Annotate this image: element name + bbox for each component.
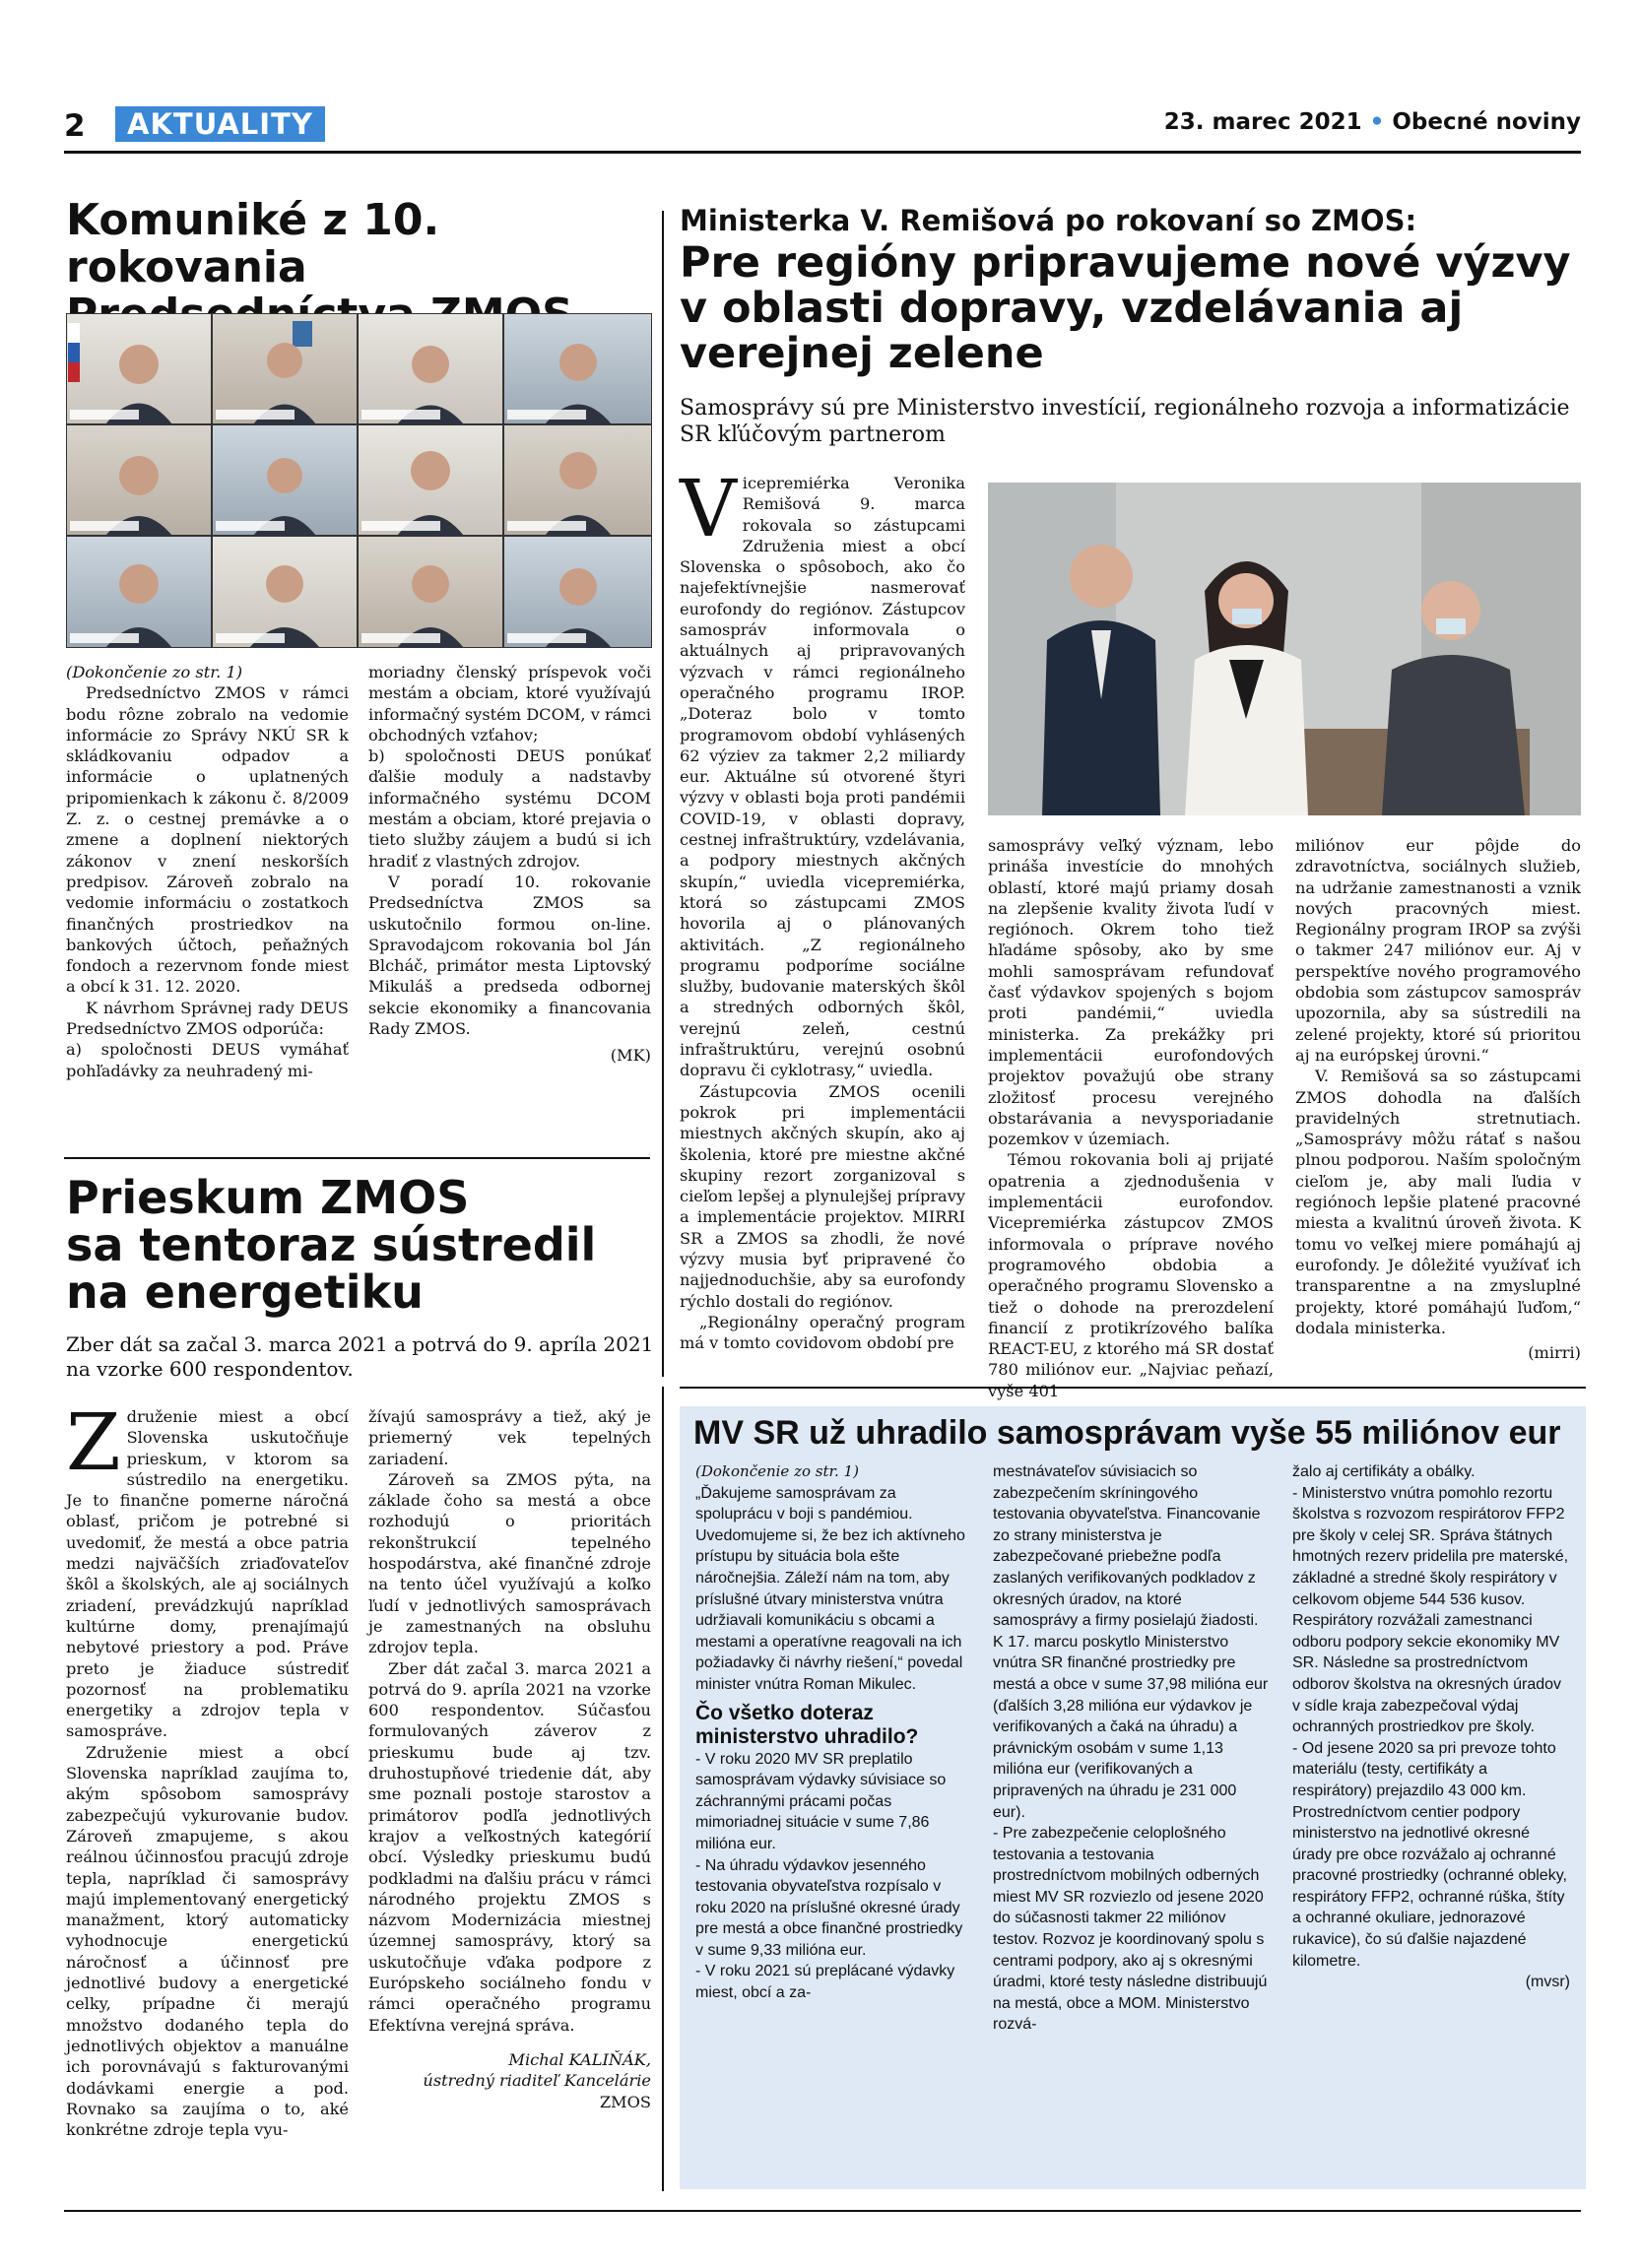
paragraph: - Na úhradu výdavkov jesenného testovania obyvateľstva rozpísalo v roku 2020 na príslušné okresné úrady pre mestá a obce finančné prostriedky v sume 9,33 milióna eur. — [695, 1856, 963, 1959]
column-divider-lower — [662, 1387, 664, 2191]
paragraph: - Ministerstvo vnútra pomohlo rezortu školstva s rozvozom respirátorov FFP2 pre školy v celej SR. Správa štátnych hmotných rezerv pridelila pre materské, základné a stredné školy respirátory v celkovom objeme 544 536 kusov. Respirátory rozvážali zamestnanci odboru podpory sekcie ekonomiky MV SR. Následne sa prostredníctvom odborov školstva na okresných úradov v sídle kraja zabezpečoval výdaj ochranných prostriedkov pre školy. — [1292, 1484, 1569, 1736]
author-initials: (mvsr) — [1525, 1974, 1570, 1991]
issue-date: 23. marec 2021 — [1163, 109, 1362, 135]
article3-col1 — [66, 1396, 349, 2140]
dropcap: Z — [66, 1396, 121, 1488]
article1-headline-line1: Komuniké z 10. rokovania — [66, 195, 440, 292]
paragraph: mestnávateľov súvisiacich so zabezpečením skríningového testovania obyvateľstva. Financovanie zo strany ministerstva je zabezpečované priebežne podľa zaslaných verifikovaných podkladov z okresných úradov, na ktoré samosprávy a firmy posielajú žiadosti. K 17. marcu poskytlo Ministerstvo vnútra SR finančné prostriedky pre mestá a obce v sume 37,98 milióna eur (ďalších 3,28 milióna eur výdavkov je verifikovaných a čaká na úhradu) a právnickým osobám v sume 1,13 milióna eur (verifikovaných a pripravených na úhradu je 231 000 eur). — [993, 1463, 1269, 1821]
paragraph: - Od jesene 2020 sa pri prevoze tohto materiálu (testy, certifikáty a respirátory) prejazdilo 43 000 km. Prostredníctvom centier podpory ministerstvo na jednotlivé okresné úrady pre obce rozvážalo aj ochranné pracovné prostriedky (ochranné obleky, respirátory FFP2, ochranné rúška, štíty a ochranné okuliare, jednorazové rukavice), čo sú ďalšie najazdené kilometre. — [1292, 1739, 1567, 1970]
article2-lead: Samosprávy sú pre Ministerstvo investícií, regionálneho rozvoja a informatizácie SR kľúčovým partnerom — [680, 396, 1570, 447]
paragraph: a) spoločnosti DEUS vymáhať pohľadávky za neuhradený mi- — [66, 1040, 349, 1080]
paragraph: K návrhom Správnej rady DEUS Predsedníctvo ZMOS odporúča: — [66, 998, 349, 1039]
section-label: AKTUALITY — [115, 106, 325, 142]
article4-headline: MV SR už uhradilo samosprávam vyše 55 miliónov eur — [693, 1414, 1561, 1452]
author-initials: (mirri) — [1528, 1343, 1581, 1363]
paragraph: moriadny členský príspevok voči mestám a obciam, ktoré využívajú informačný systém DCOM, v rámci obchodných vzťahov; — [368, 663, 651, 745]
issue-info — [1164, 109, 1581, 135]
header-rule — [64, 151, 1581, 154]
article2-headline-line2: v oblasti dopravy, vzdelávania aj — [680, 284, 1464, 333]
video-grid — [66, 313, 652, 648]
article1-col1 — [66, 662, 349, 1081]
article2-headline-line3: verejnej zelene — [680, 329, 1044, 378]
minister-meeting-photo — [988, 483, 1581, 815]
paragraph: Zástupcovia ZMOS ocenili pokrok pri implementácii miestnych akčných skupín, ako aj školenia, ktoré pre miestne akčné skupiny rezort zorganizoval s cieľom lepšej a plynulejšej prípravy a implementácie projektov. MIRRI SR a ZMOS sa zhodli, že nové výzvy musia byť pripravené čo najjednoduchšie, aby sa eurofondy rýchlo dostali do regiónov. — [680, 1081, 965, 1311]
paragraph: Združenie miest a obcí Slovenska napríklad zaujíma to, akým spôsobom samosprávy zabezpečujú vykurovanie budov. Zároveň zmapujeme, s akou reálnou účinnosťou pracujú zdroje tepla, napríklad či samosprávy majú implementovaný energetický manažment, ktorý automaticky vyhodnocuje energetickú náročnosť a účinnosť pre jednotlivé budovy a energetické celky, prípadne či merajú množstvo dodaného tepla do jednotlivých objektov a manuálne ich porovnávajú s fakturovanými dodávkami energie a pod. Rovnako sa zaujíma o to, aké konkrétne zdroje tepla vyu- — [66, 1742, 349, 2140]
paragraph: miliónov eur pôjde do zdravotníctva, sociálnych služieb, na udržanie zamestnanosti a vznik nových pracovných miest. Regionálny program IROP sa zvýši o takmer 247 miliónov eur. Aj v perspektíve nového programového obdobia som zástupcov samospráv upozornila, aby sa sústredili na zelené projekty, ktoré sú prioritou aj na európskej úrovni.“ — [1295, 836, 1581, 1065]
author-initials: (MK) — [610, 1046, 651, 1066]
article2-kicker: Ministerka V. Remišová po rokovaní so ZMOS: — [680, 204, 1417, 237]
column-divider — [662, 211, 664, 1377]
paragraph: V. Remišová sa so zástupcami ZMOS dohodla na ďalších pravidelných stretnutiach. „Samosprávy môžu rátať s našou plnou podporou. Naším spoločným cieľom je, aby mali ľudia v regiónoch lepšie platené pracovné miesta a kvalitnú úroveň života. K tomu vo veľkej miere pomáhajú aj eurofondy. Je dôležité využívať ich transparentne a na zmysluplné projekty, ktoré pomáhajú ľuďom,“ dodala ministerka. — [1295, 1067, 1581, 1337]
continued-note: (Dokončenie zo str. 1) — [695, 1462, 859, 1480]
paragraph: - V roku 2020 MV SR preplatilo samosprávam výdavky súvisiace so záchrannými prácami počas mimoriadnej situácie v sume 7,86 miliónа eur. — [695, 1750, 947, 1852]
page-header — [64, 106, 1581, 146]
article3-headline-line2: sa tentoraz sústredil — [66, 1218, 597, 1271]
newspaper-name: Obecné noviny — [1392, 109, 1581, 135]
article2-headline — [680, 240, 1596, 376]
paragraph: druženie miest a obcí Slovenska uskutočňuje prieskum, v ktorom sa sústredilo na energetiku. Je to finančne pomerne náročná oblasť, pričom je potrebné si uvedomiť, že mestá a obce patria medzi najväčších zriaďovateľov škôl a školských, ale aj sociálnych zriadení, prevádzkujú napríklad kultúrne domy, prenajímajú nebytové priestory a pod. Práve preto je žiaduce sústrediť pozornosť na problematiku energetiky a zdrojov tepla v samospráve. — [66, 1407, 349, 1741]
paragraph: V poradí 10. rokovanie Predsedníctva ZMOS sa uskutočnilo formou on-line. Spravodajcom rokovania bol Ján Blcháč, primátor mesta Liptovský Mikuláš a predseda odbornej sekcie ekonomiky a financovania Rady ZMOS. — [368, 872, 651, 1039]
signature-role: ústredný riaditeľ Kancelárie — [423, 2071, 651, 2091]
footer-rule — [64, 2210, 1581, 2212]
meeting-photo-art — [988, 483, 1581, 815]
dropcap: V — [680, 463, 737, 554]
signature-name: Michal KALIŇÁK, — [508, 2049, 651, 2069]
signature-org: ZMOS — [599, 2092, 651, 2111]
horizontal-divider-left — [64, 1157, 650, 1159]
paragraph: Témou rokovania boli aj prijaté opatrenia a zjednodušenia v implementácii eurofondov. Vicepremiérka zástupcov ZMOS informovala o príprave nového programového obdobia a operačného programu Slovensko a tiež o dohode na prerozdelení financií z protikrízového balíka REACT-EU, z ktorého má SR dostať 780 miliónov eur. „Najviac peňazí, vyše 401 — [988, 1150, 1274, 1400]
article3-headline-line3: na energetiku — [66, 1265, 424, 1319]
paragraph: - Pre zabezpečenie celoplošného testovania a testovania prostredníctvom mobilných odberných miest MV SR rozviezlo od jesene 2020 do súčasnosti takmer 22 miliónov testov. Rozvoz je koordinovaný spolu s centrami podpory, ako aj s okresnými úradmi, ktoré testy následne distribuujú na mestá, obce a MOM. Ministerstvo rozvá- — [993, 1825, 1268, 2034]
article2-col3 — [1295, 835, 1581, 1363]
article3-col2 — [368, 1406, 651, 2112]
article1-col2 — [368, 662, 651, 1067]
paragraph: žalo aj certifikáty a obálky. — [1292, 1463, 1476, 1480]
paragraph: Predsedníctvo ZMOS v rámci bodu rôzne zobralo na vedomie informácie zo Správy NKÚ SR k skládkovaniu odpadov a informácie o uplatnených pripomienkach k zákonu č. 8/2009 Z. z. o cestnej premávke a o zmene a doplnení niektorých zákonov v znení neskorších predpisov. Zároveň zobralo na vedomie informáciu o zostatkoch finančných prostriedkov na bankových účtoch, peňažných fondoch a rezervnom fonde miest a obcí k 31. 12. 2020. — [66, 683, 349, 997]
article2-col1 — [680, 463, 965, 1353]
article2-headline-line1: Pre regióny pripravujeme nové výzvy — [680, 238, 1571, 288]
article2-col2 — [988, 835, 1274, 1401]
article4-subheading: Čo všetko doteraz ministerstvo uhradilo? — [695, 1701, 919, 1748]
paragraph: „Regionálny operačný program má v tomto covidovom období pre — [680, 1312, 965, 1353]
page-number: 2 — [64, 108, 86, 144]
video-conference-photo — [66, 313, 652, 648]
continued-note: (Dokončenie zo str. 1) — [66, 663, 243, 681]
paragraph: samosprávy veľký význam, lebo prináša investície do mnohých oblastí, ktoré majú priamy dosah na zlepšenie kvality života ľudí v regiónoch. Okrem toho tiež hľadáme spôsoby, ako by sme mohli samosprávam refundovať časť výdavkov spojených s bojom proti pandémii,“ uviedla ministerka. Za prekážky pri implementácii eurofondových projektov považujú obe strany zložitosť procesu verejného obstarávania a nevysporiadanie pozemkov v územiach. — [988, 836, 1274, 1149]
paragraph: Zber dát začal 3. marca 2021 a potrvá do 9. apríla 2021 na vzorke 600 respondentov. Súčasťou formulovaných záverov z prieskumu bude aj tzv. druhostupňové triedenie dát, aby sme poznali postoje starostov a primátorov podľa jednotlivých krajov a veľkostných kategórií obcí. Výsledky prieskumu budú podkladmi na ďalšiu prácu v rámci národného projektu ZMOS s názvom Modernizácia miestnej územnej samosprávy, ktorý sa uskutočňuje vďaka podpore z Európskeho sociálneho fondu v rámci operačného programu Efektívna verejná správa. — [368, 1658, 651, 2035]
article4-col1 — [695, 1461, 973, 2004]
article3-headline-line1: Prieskum ZMOS — [66, 1171, 470, 1224]
article3-lead: Zber dát sa začal 3. marca 2021 a potrvá do 9. apríla 2021 na vzorke 600 respondentov. — [66, 1332, 654, 1381]
article4-col2 — [993, 1461, 1271, 2036]
paragraph: - V roku 2021 sú preplácané výdavky miest, obcí a za- — [695, 1963, 955, 2002]
article4-col3 — [1292, 1461, 1570, 1993]
separator-dot: • — [1369, 109, 1385, 135]
paragraph: icepremiérka Veronika Remišová 9. marca rokovala so zástupcami Združenia miest a obcí Slovenska o spôsoboch, ako čo najefektívnejšie nasmerovať eurofondy do regiónov. Zástupcov samospráv informovala o aktuálnych aj pripravovaných výzvach v rámci regionálneho operačného programu IROP. „Doteraz bolo v tomto programovom období vyhlásených 62 výziev za takmer 2,2 miliardy eur. Aktuálne sú otvorené štyri výzvy v oblasti boja proti pandémii COVID-19, v oblasti dopravy, cestnej infraštruktúry, vzdelávania, a podpory miestnych akčných skupín,“ uviedla vicepremiérka, ktorá so zástupcami ZMOS hovorila aj o plánovaných aktivitách. „Z regionálneho programu podporíme sociálne služby, budovanie materských škôl a stredných odborných škôl, verejnú zeleň, cestnú infraštruktúru, verejnú osobnú dopravu či cyklotrasy,“ uviedla. — [680, 474, 965, 1080]
paragraph: b) spoločnosti DEUS ponúkať ďalšie moduly a nadstavby informačného systému DCOM mestám a obciam, ktoré prejavia o tieto služby záujem a budú si ich hradiť z vlastných zdrojov. — [368, 746, 651, 871]
paragraph: „Ďakujeme samosprávam za spoluprácu v boji s pandémiou. Uvedomujeme si, že bez ich aktívneho prístupu by situácia bola ešte náročnejšia. Záleží nám na tom, aby príslušné útvary ministerstva vnútra udržiavali komunikáciu s obcami a mestami a operatívne reagovali na ich požiadavky či návrhy riešení,“ povedal minister vnútra Roman Mikulec. — [695, 1484, 965, 1693]
article3-headline — [66, 1171, 657, 1319]
mvsr-box — [680, 1406, 1586, 2189]
paragraph: Zároveň sa ZMOS pýta, na základe čoho sa mestá a obce rozhodujú o prioritách rekonštrukcií tepelného hospodárstva, aké finančné zdroje na tento účel využívajú a koľko ľudí v jednotlivých samosprávach je zamestnaných na obsluhu zdrojov tepla. — [368, 1469, 651, 1657]
paragraph: žívajú samosprávy a tiež, aký je priemerný vek tepelných zariadení. — [368, 1407, 651, 1468]
